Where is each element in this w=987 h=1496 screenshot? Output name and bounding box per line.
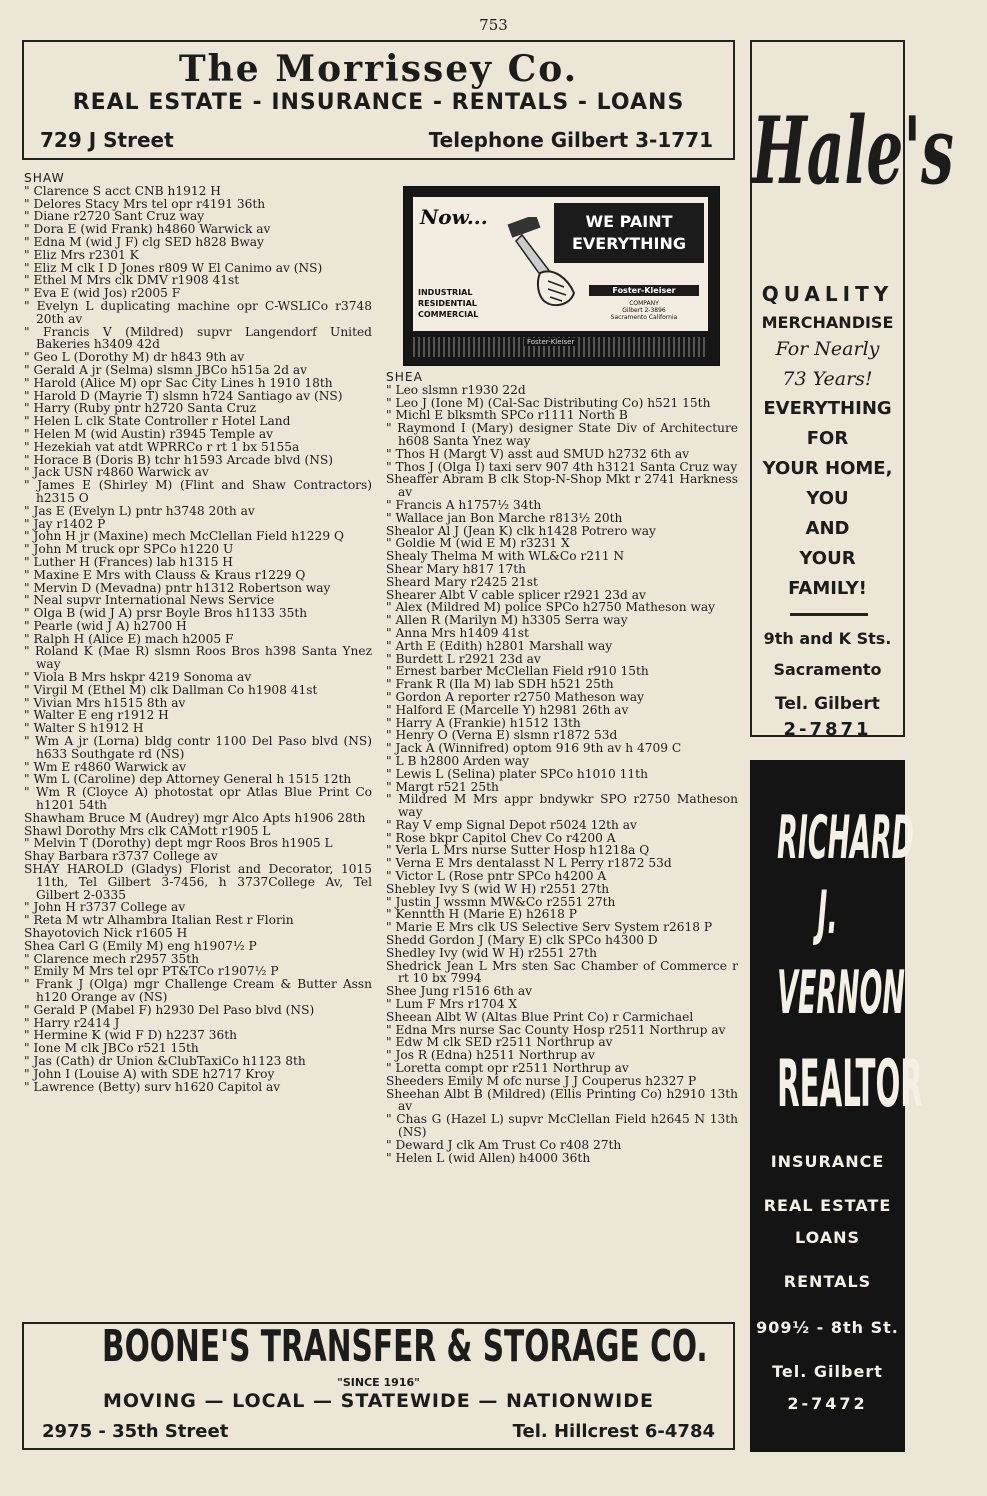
listing-entry: " Chas G (Hazel L) supvr McClellan Field h2645 N 13th (NS) xyxy=(386,1112,738,1140)
listing-entry: " Harry r2414 J xyxy=(24,1015,120,1030)
listing-entry: Shealor Al J (Jean K) clk h1428 Potrero way xyxy=(386,523,656,538)
listing-entry: " Gordon A reporter r2750 Matheson way xyxy=(386,689,645,704)
listing-entry: " Wm E r4860 Warwick av xyxy=(24,759,187,774)
listing-entry: " Reta M wtr Alhambra Italian Rest r Florin xyxy=(24,913,294,928)
listing-entry: " Clarence S acct CNB h1912 H xyxy=(24,183,221,198)
boones-ad xyxy=(22,1322,735,1450)
listing-entry: " Viola B Mrs hskpr 4219 Sonoma av xyxy=(24,670,252,685)
listing-entry: " Leo J (Ione M) (Cal-Sac Distributing Co) h521 15th xyxy=(386,395,711,410)
listing-entry: " Harold D (Mayrie T) slsmn h724 Santiago av (NS) xyxy=(24,388,343,403)
billboard-category: RESIDENTIAL xyxy=(418,299,477,308)
listing-entry: Shedd Gordon J (Mary E) clk SPCo h4300 D xyxy=(386,933,658,948)
listing-entry: " Edna Mrs nurse Sac County Hosp r2511 Northrup av xyxy=(386,1022,726,1037)
listing-entry: " Vivian Mrs h1515 8th av xyxy=(24,695,186,710)
billboard-line2: EVERYTHING xyxy=(571,234,687,253)
listing-entry: " Luther H (Frances) lab h1315 H xyxy=(24,554,233,569)
hales-line: AND xyxy=(805,518,850,539)
listing-entry: " Deward J clk Am Trust Co r408 27th xyxy=(386,1137,622,1152)
listing-entry: " Verna E Mrs dentalasst N L Perry r1872 53d xyxy=(386,856,672,871)
listing-entry: " Hermine K (wid F D) h2237 36th xyxy=(24,1028,238,1043)
listing-entry: " Eliz Mrs r2301 K xyxy=(24,247,139,262)
listing-entry: Sheehan Albt B (Mildred) (Ellis Printing Co) h2910 13th av xyxy=(386,1086,738,1114)
vernon-initial: J. xyxy=(817,876,838,948)
billboard-city: Sacramento California xyxy=(610,314,678,321)
listing-entry: " Arth E (Edith) h2801 Marshall way xyxy=(386,638,613,653)
listing-entry: " Walter E eng r1912 H xyxy=(24,708,169,723)
vernon-service: REAL ESTATE xyxy=(763,1196,892,1215)
listing-entry: " L B h2800 Arden way xyxy=(386,753,529,768)
boones-name: BOONE'S TRANSFER & STORAGE CO. xyxy=(101,1320,708,1372)
listing-entry: " Victor L (Rose pntr SPCo h4200 A xyxy=(386,869,607,884)
listing-entry: " Clarence mech r2957 35th xyxy=(24,951,200,966)
listing-entry: " Geo L (Dorothy M) dr h843 9th av xyxy=(24,350,245,365)
hales-tel-label: Tel. Gilbert xyxy=(775,694,880,714)
listing-entry: " Wm A jr (Lorna) bldg contr 1100 Del Paso blvd (NS) h633 Southgate rd (NS) xyxy=(24,734,372,761)
listing-entry: " Evelyn L duplicating machine opr C-WSLICo r3748 20th av xyxy=(24,298,372,326)
hales-address: 9th and K Sts. xyxy=(763,629,892,648)
listing-entry: " Justin J wssmn MW&Co r2551 27th xyxy=(386,894,616,909)
morrissey-address: 729 J Street xyxy=(40,128,174,152)
listing-entry: " Verla L Mrs nurse Sutter Hosp h1218a Q xyxy=(386,843,650,858)
hales-city: Sacramento xyxy=(773,660,882,679)
hales-line: YOU xyxy=(806,488,849,509)
listing-entry: Shedley Ivy (wid W H) r2551 27th xyxy=(386,945,597,960)
listing-entry: " Ralph H (Alice E) mach h2005 F xyxy=(24,631,234,646)
billboard-category: INDUSTRIAL xyxy=(418,288,473,297)
listing-entry: " Thos H (Margt V) asst aud SMUD h2732 6th av xyxy=(386,446,690,461)
vernon-service: RENTALS xyxy=(783,1272,872,1291)
billboard-now: Now... xyxy=(420,205,488,229)
listing-header: SHEA xyxy=(386,370,423,384)
listing-entry: Shealy Thelma M with WL&Co r211 N xyxy=(386,549,625,564)
listing-entry: Shear Mary h817 17th xyxy=(386,561,526,576)
listing-entry: " Dora E (wid Frank) h4860 Warwick av xyxy=(24,222,271,237)
vernon-title: REALTOR xyxy=(777,1046,923,1122)
listing-entry: " Gerald A jr (Selma) slsmn JBCo h515a 2d av xyxy=(24,362,308,377)
listing-entry: " Francis A h1757½ 34th xyxy=(386,497,542,512)
listing-entry: " Neal supvr International News Service xyxy=(24,593,275,608)
foster-kleiser-ad xyxy=(403,186,720,366)
listing-entry: " John H r3737 College av xyxy=(24,900,186,915)
listing-entry: " Harold (Alice M) opr Sac City Lines h 1910 18th xyxy=(24,375,333,390)
listing-entry: Shee Jung r1516 6th av xyxy=(386,984,533,999)
listing-entry: SHAY HAROLD (Gladys) Florist and Decorator, 1015 11th, Tel Gilbert 3-7456, h 3737College Av, Tel Gilbert 2-0335 xyxy=(24,862,372,902)
listing-entry: " Ethel M Mrs clk DMV r1908 41st xyxy=(24,273,240,288)
listing-entry: " James E (Shirley M) (Flint and Shaw Contractors) h2315 O xyxy=(24,478,372,505)
listing-entry: " Harry (Ruby pntr h2720 Santa Cruz xyxy=(24,401,257,416)
hales-line: MERCHANDISE xyxy=(761,313,894,332)
listing-entry: " Ione M clk JBCo r521 15th xyxy=(24,1041,199,1056)
listing-entry: Sheeders Emily M ofc nurse J J Couperus h2327 P xyxy=(386,1073,697,1088)
listing-entry: " Helen L (wid Allen) h4000 36th xyxy=(386,1150,591,1165)
listing-entry: Shawl Dorothy Mrs clk CAMott r1905 L xyxy=(24,823,271,838)
boones-address: 2975 - 35th Street xyxy=(42,1421,229,1442)
listing-entry: " Jack A (Winnifred) optom 916 9th av h 4709 C xyxy=(386,741,682,756)
billboard-category: COMMERCIAL xyxy=(418,310,479,319)
listing-entry: " Mildred M Mrs appr bndywkr SPO r2750 Matheson way xyxy=(386,792,738,820)
listing-entry: Shedrick Jean L Mrs sten Sac Chamber of Commerce r rt 10 bx 7994 xyxy=(386,958,738,986)
boones-services: MOVING — LOCAL — STATEWIDE — NATIONWIDE xyxy=(103,1390,654,1412)
hales-tel-number: 2-7871 xyxy=(783,719,872,740)
listing-entry: " Edna M (wid J F) clg SED h828 Bway xyxy=(24,234,264,249)
listing-entry: " Emily M Mrs tel opr PT&TCo r1907½ P xyxy=(24,964,279,979)
listing-header: SHAW xyxy=(24,171,65,185)
listing-entry: " Maxine E Mrs with Clauss & Kraus r1229 Q xyxy=(24,567,306,582)
listing-entry: " Halford E (Marcelle Y) h2981 26th av xyxy=(386,702,629,717)
listing-entry: " Lawrence (Betty) surv h1620 Capitol av xyxy=(24,1079,281,1094)
listing-entry: Shay Barbara r3737 College av xyxy=(24,849,218,864)
hales-line: YOUR HOME, xyxy=(762,458,893,479)
listing-entry: " Harry A (Frankie) h1512 13th xyxy=(386,715,581,730)
listing-entry: " Eliz M clk I D Jones r809 W El Canimo av (NS) xyxy=(24,260,323,275)
boones-since: "SINCE 1916" xyxy=(337,1376,420,1389)
vernon-tel-number: 2-7472 xyxy=(787,1394,868,1413)
vernon-service: INSURANCE xyxy=(770,1152,885,1171)
vernon-tel-label: Tel. Gilbert xyxy=(772,1362,883,1381)
listing-entry: Shawham Bruce M (Audrey) mgr Alco Apts h1906 28th xyxy=(24,810,366,825)
listing-entry: " Wm R (Cloyce A) photostat opr Atlas Blue Print Co h1201 54th xyxy=(24,785,372,813)
hales-ad xyxy=(750,40,954,740)
listing-entry: " Ray V emp Signal Depot r5024 12th av xyxy=(386,817,637,832)
listing-entry: " Henry O (Verna E) slsmn r1872 53d xyxy=(386,728,618,743)
billboard-phone: Gilbert 2-3896 xyxy=(622,307,666,314)
listing-entry: " John M truck opr SPCo h1220 U xyxy=(24,542,234,557)
listing-entry: " John H jr (Maxine) mech McClellan Field h1229 Q xyxy=(24,529,344,544)
morrissey-name: The Morrissey Co. xyxy=(178,48,579,90)
billboard-company-details xyxy=(589,300,699,321)
listing-entry: Sheaffer Abram B clk Stop-N-Shop Mkt r 2741 Harkness av xyxy=(386,472,738,500)
listing-entry: " Walter S h1912 H xyxy=(24,721,144,736)
listing-entry: " Allen R (Marilyn M) h3305 Serra way xyxy=(386,613,628,628)
listing-entry: " Alex (Mildred M) police SPCo h2750 Matheson way xyxy=(386,600,716,615)
morrissey-services: REAL ESTATE - INSURANCE - RENTALS - LOANS xyxy=(72,90,685,115)
listing-entry: " Lewis L (Selina) plater SPCo h1010 11th xyxy=(386,766,648,781)
listing-entry: " Eva E (wid Jos) r2005 F xyxy=(24,286,181,301)
listing-entry: Sheard Mary r2425 21st xyxy=(386,574,538,589)
hales-line: FAMILY! xyxy=(788,578,867,599)
listing-entry: Sheean Albt W (Altas Blue Print Co) r Carmichael xyxy=(386,1009,694,1024)
listing-entry: " Frank R (Ila M) lab SDH h521 25th xyxy=(386,677,614,692)
listing-entry: " Melvin T (Dorothy) dept mgr Roos Bros h1905 L xyxy=(24,836,333,851)
listing-entry: " Jas E (Evelyn L) pntr h3748 20th av xyxy=(24,503,255,518)
morrissey-telephone: Telephone Gilbert 3-1771 xyxy=(428,128,713,152)
listing-entry: " Marie E Mrs clk US Selective Serv System r2618 P xyxy=(386,920,713,935)
listing-entry: " Burdett L r2921 23d av xyxy=(386,651,541,666)
listings-right-column xyxy=(386,371,738,1164)
billboard-company-sub: COMPANY xyxy=(629,300,659,307)
vernon-first-name: RICHARD xyxy=(777,801,914,873)
billboard-company: Foster-Kleiser xyxy=(589,285,699,296)
hales-logo: Hale's xyxy=(752,96,954,206)
listing-entry: Shebley Ivy S (wid W H) r2551 27th xyxy=(386,881,610,896)
listing-entry: " Helen L clk State Controller r Hotel Land xyxy=(24,414,291,429)
listing-entry: " Diane r2720 Sant Cruz way xyxy=(24,209,205,224)
hales-line: FOR xyxy=(806,428,849,449)
hales-line: YOUR xyxy=(799,548,856,569)
listing-entry: " Lum F Mrs r1704 X xyxy=(386,997,518,1012)
billboard-base-label: Foster-Kleiser xyxy=(524,338,577,346)
listing-entry: " Rose bkpr Capitol Chev Co r4200 A xyxy=(386,830,616,845)
listing-entry: " Roland K (Mae R) slsmn Roos Bros h398 Santa Ynez way xyxy=(24,644,372,672)
listing-entry: " Thos J (Olga I) taxi serv 907 4th h3121 Santa Cruz way xyxy=(386,459,738,474)
listing-entry: " Horace B (Doris B) tchr h1593 Arcade blvd (NS) xyxy=(24,452,333,467)
listing-entry: " Frank J (Olga) mgr Challenge Cream & Butter Assn h120 Orange av (NS) xyxy=(24,977,372,1004)
listing-entry: " Margt r521 25th xyxy=(386,779,499,794)
listing-entry: " Jay r1402 P xyxy=(24,516,106,531)
listing-entry: " Loretta compt opr r2511 Northrup av xyxy=(386,1061,629,1076)
vernon-ad xyxy=(750,760,923,1452)
listing-entry: " Wm L (Caroline) dep Attorney General h 1515 12th xyxy=(24,772,352,787)
listing-entry: " Olga B (wid J A) prsr Boyle Bros h1133 35th xyxy=(24,606,308,621)
listing-entry: " Goldie M (wid E M) r3231 X xyxy=(386,536,570,551)
billboard-categories xyxy=(418,287,478,320)
listing-entry: " Hezekiah vat atdt WPRRCo r rt 1 bx 5155a xyxy=(24,439,300,454)
listing-entry: " Jack USN r4860 Warwick av xyxy=(24,465,209,480)
billboard-headline xyxy=(554,203,704,263)
listing-entry: Shea Carl G (Emily M) eng h1907½ P xyxy=(24,938,257,953)
listing-entry: " Gerald P (Mabel F) h2930 Del Paso blvd (NS) xyxy=(24,1002,315,1017)
listing-entry: " Virgil M (Ethel M) clk Dallman Co h1908 41st xyxy=(24,682,318,697)
listing-entry: " Delores Stacy Mrs tel opr r4191 36th xyxy=(24,196,266,211)
listing-entry: " Francis V (Mildred) supvr Langendorf United Bakeries h3409 42d xyxy=(24,324,372,352)
hales-line: 73 Years! xyxy=(782,368,873,390)
listing-entry: " Helen M (wid Austin) r3945 Temple av xyxy=(24,426,274,441)
listing-entry: " Anna Mrs h1409 41st xyxy=(386,625,529,640)
listing-entry: " Kenntth H (Marie E) h2618 P xyxy=(386,907,577,922)
listing-entry: Shayotovich Nick r1605 H xyxy=(24,926,188,941)
listing-entry: " Pearle (wid J A) h2700 H xyxy=(24,618,187,633)
listing-entry: " Leo slsmn r1930 22d xyxy=(386,382,526,397)
listing-entry: " Raymond I (Mary) designer State Div of Architecture h608 Santa Ynez way xyxy=(386,421,738,448)
listing-entry: Shearer Albt V cable splicer r2921 23d av xyxy=(386,587,646,602)
listing-entry: " Mervin D (Mevadna) pntr h1312 Robertson way xyxy=(24,580,331,595)
listing-entry: " Jos R (Edna) h2511 Northrup av xyxy=(386,1048,595,1063)
listing-entry: " John I (Louise A) with SDE h2717 Kroy xyxy=(24,1066,275,1081)
listing-entry: " Jas (Cath) dr Union &ClubTaxiCo h1123 8th xyxy=(24,1053,306,1068)
vernon-last-name: VERNON xyxy=(777,956,905,1028)
hales-divider xyxy=(790,613,868,616)
listing-entry: " Michl E blksmth SPCo r1111 North B xyxy=(386,408,628,423)
listing-entry: " Ernest barber McClellan Field r910 15th xyxy=(386,664,649,679)
hales-line: QUALITY xyxy=(761,282,894,306)
listing-entry: " Edw M clk SED r2511 Northrup av xyxy=(386,1035,613,1050)
boones-telephone: Tel. Hillcrest 6-4784 xyxy=(512,1421,715,1442)
hales-line: For Nearly xyxy=(775,338,880,360)
page-number: 753 xyxy=(479,16,508,34)
billboard-line1: WE PAINT xyxy=(585,212,673,231)
vernon-service: LOANS xyxy=(794,1228,861,1247)
hales-line: EVERYTHING xyxy=(763,398,892,419)
vernon-address: 909½ - 8th St. xyxy=(756,1318,899,1337)
listings-left-column xyxy=(24,172,372,1093)
listing-entry: " Wallace jan Bon Marche r813½ 20th xyxy=(386,510,623,525)
morrissey-ad xyxy=(22,40,735,160)
